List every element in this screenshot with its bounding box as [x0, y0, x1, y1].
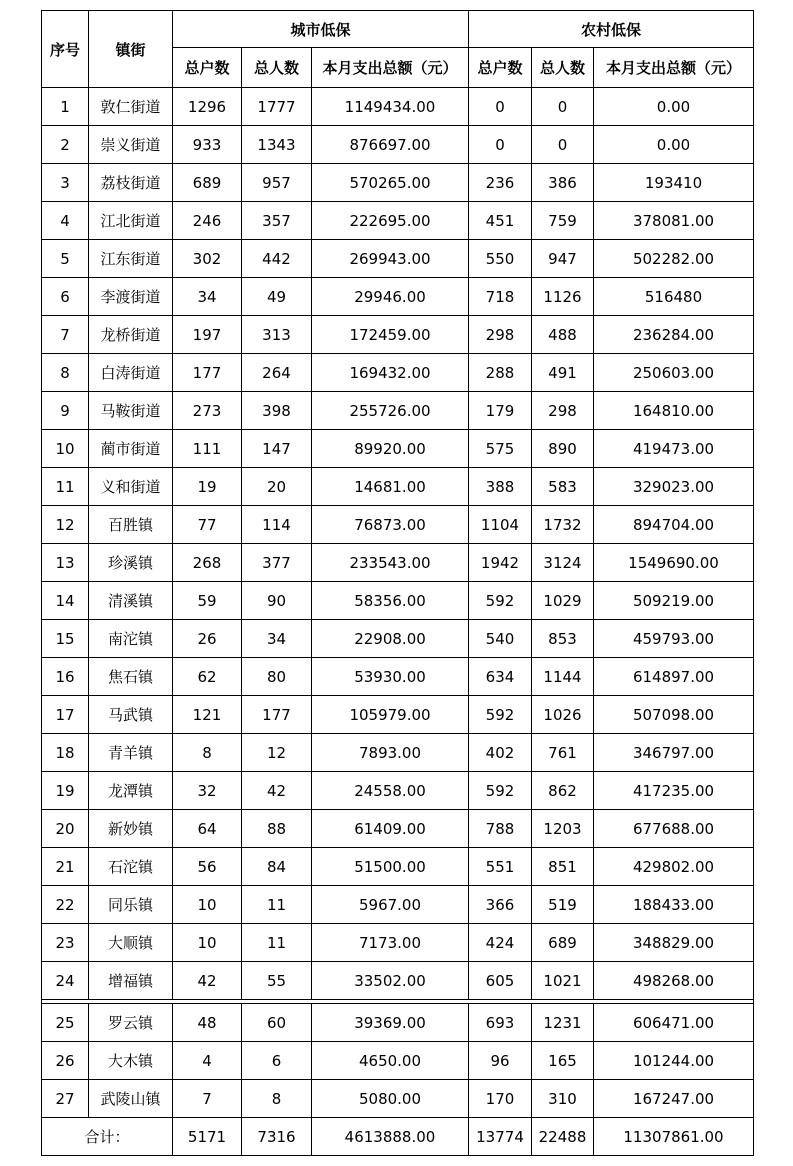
cell-index: 24 [42, 962, 89, 1000]
cell-urban-people: 20 [242, 468, 312, 506]
table-row [42, 772, 754, 810]
cell-rural-households: 0 [469, 126, 532, 164]
cell-rural-amount: 894704.00 [594, 506, 754, 544]
cell-rural-amount: 188433.00 [594, 886, 754, 924]
cell-rural-amount: 429802.00 [594, 848, 754, 886]
cell-rural-people: 1021 [532, 962, 594, 1000]
cell-rural-amount: 378081.00 [594, 202, 754, 240]
cell-rural-people: 165 [532, 1042, 594, 1080]
cell-urban-households: 62 [173, 658, 242, 696]
cell-urban-amount: 33502.00 [312, 962, 469, 1000]
table-body [42, 88, 754, 1156]
table-row [42, 202, 754, 240]
cell-urban-people: 11 [242, 924, 312, 962]
cell-rural-people: 1732 [532, 506, 594, 544]
cell-rural-people: 853 [532, 620, 594, 658]
header-rural-amount: 本月支出总额（元） [594, 48, 754, 88]
cell-urban-households: 34 [173, 278, 242, 316]
cell-index: 2 [42, 126, 89, 164]
cell-rural-amount: 346797.00 [594, 734, 754, 772]
cell-rural-people: 310 [532, 1080, 594, 1118]
header-rural-households: 总户数 [469, 48, 532, 88]
cell-urban-amount: 233543.00 [312, 544, 469, 582]
cell-rural-amount: 614897.00 [594, 658, 754, 696]
cell-urban-people: 34 [242, 620, 312, 658]
cell-rural-people: 689 [532, 924, 594, 962]
cell-town: 石沱镇 [89, 848, 173, 886]
cell-urban-households: 7 [173, 1080, 242, 1118]
cell-index: 10 [42, 430, 89, 468]
cell-urban-amount: 7173.00 [312, 924, 469, 962]
cell-rural-amount: 1549690.00 [594, 544, 754, 582]
cell-town: 马鞍街道 [89, 392, 173, 430]
table-row [42, 582, 754, 620]
header-town: 镇街 [89, 11, 173, 88]
cell-rural-people: 0 [532, 126, 594, 164]
cell-rural-households: 592 [469, 772, 532, 810]
cell-urban-amount: 5967.00 [312, 886, 469, 924]
cell-urban-households: 111 [173, 430, 242, 468]
cell-index: 6 [42, 278, 89, 316]
cell-rural-people: 298 [532, 392, 594, 430]
cell-index: 20 [42, 810, 89, 848]
cell-urban-amount: 24558.00 [312, 772, 469, 810]
cell-urban-amount: 570265.00 [312, 164, 469, 202]
table-row [42, 734, 754, 772]
cell-urban-households: 197 [173, 316, 242, 354]
cell-urban-people: 377 [242, 544, 312, 582]
cell-urban-people: 88 [242, 810, 312, 848]
table-row [42, 696, 754, 734]
cell-town: 南沱镇 [89, 620, 173, 658]
cell-rural-people: 1231 [532, 1004, 594, 1042]
cell-town: 大木镇 [89, 1042, 173, 1080]
cell-rural-households: 592 [469, 582, 532, 620]
cell-rural-households: 298 [469, 316, 532, 354]
cell-urban-people: 114 [242, 506, 312, 544]
cell-rural-people: 386 [532, 164, 594, 202]
table-row [42, 1004, 754, 1042]
cell-urban-amount: 39369.00 [312, 1004, 469, 1042]
cell-rural-amount: 0.00 [594, 88, 754, 126]
cell-town: 同乐镇 [89, 886, 173, 924]
cell-urban-households: 48 [173, 1004, 242, 1042]
cell-rural-households: 0 [469, 88, 532, 126]
cell-town: 龙潭镇 [89, 772, 173, 810]
cell-urban-amount: 269943.00 [312, 240, 469, 278]
cell-town: 江北街道 [89, 202, 173, 240]
cell-urban-people: 147 [242, 430, 312, 468]
cell-index: 7 [42, 316, 89, 354]
cell-town: 蔺市街道 [89, 430, 173, 468]
table-row [42, 886, 754, 924]
cell-rural-amount: 498268.00 [594, 962, 754, 1000]
table-row [42, 924, 754, 962]
cell-town: 增福镇 [89, 962, 173, 1000]
cell-town: 江东街道 [89, 240, 173, 278]
table-row [42, 240, 754, 278]
cell-index: 13 [42, 544, 89, 582]
table-header [42, 11, 754, 88]
cell-town: 武陵山镇 [89, 1080, 173, 1118]
cell-town: 罗云镇 [89, 1004, 173, 1042]
cell-rural-amount: 677688.00 [594, 810, 754, 848]
total-urban-people: 7316 [242, 1118, 312, 1156]
cell-index: 21 [42, 848, 89, 886]
header-rural-group: 农村低保 [469, 11, 754, 48]
cell-urban-people: 11 [242, 886, 312, 924]
cell-rural-households: 451 [469, 202, 532, 240]
cell-index: 3 [42, 164, 89, 202]
cell-urban-households: 246 [173, 202, 242, 240]
table-row [42, 278, 754, 316]
header-urban-households: 总户数 [173, 48, 242, 88]
cell-rural-households: 288 [469, 354, 532, 392]
cell-rural-amount: 509219.00 [594, 582, 754, 620]
cell-urban-people: 1343 [242, 126, 312, 164]
cell-town: 新妙镇 [89, 810, 173, 848]
cell-rural-amount: 507098.00 [594, 696, 754, 734]
cell-urban-people: 8 [242, 1080, 312, 1118]
cell-rural-people: 851 [532, 848, 594, 886]
cell-urban-amount: 169432.00 [312, 354, 469, 392]
table-row [42, 354, 754, 392]
cell-rural-households: 718 [469, 278, 532, 316]
cell-index: 17 [42, 696, 89, 734]
cell-rural-households: 693 [469, 1004, 532, 1042]
cell-rural-people: 488 [532, 316, 594, 354]
header-urban-people: 总人数 [242, 48, 312, 88]
cell-rural-amount: 0.00 [594, 126, 754, 164]
cell-rural-amount: 419473.00 [594, 430, 754, 468]
cell-urban-households: 32 [173, 772, 242, 810]
header-rural-people: 总人数 [532, 48, 594, 88]
cell-rural-households: 388 [469, 468, 532, 506]
cell-rural-amount: 236284.00 [594, 316, 754, 354]
cell-index: 16 [42, 658, 89, 696]
cell-urban-amount: 4650.00 [312, 1042, 469, 1080]
table-row [42, 392, 754, 430]
cell-urban-amount: 61409.00 [312, 810, 469, 848]
cell-urban-amount: 105979.00 [312, 696, 469, 734]
cell-urban-amount: 89920.00 [312, 430, 469, 468]
cell-town: 李渡街道 [89, 278, 173, 316]
cell-town: 清溪镇 [89, 582, 173, 620]
cell-urban-households: 10 [173, 924, 242, 962]
cell-urban-amount: 53930.00 [312, 658, 469, 696]
cell-rural-people: 583 [532, 468, 594, 506]
cell-urban-people: 264 [242, 354, 312, 392]
cell-urban-households: 689 [173, 164, 242, 202]
cell-rural-people: 890 [532, 430, 594, 468]
cell-town: 珍溪镇 [89, 544, 173, 582]
cell-rural-households: 96 [469, 1042, 532, 1080]
cell-rural-people: 1126 [532, 278, 594, 316]
header-index: 序号 [42, 11, 89, 88]
cell-urban-households: 302 [173, 240, 242, 278]
cell-index: 27 [42, 1080, 89, 1118]
cell-rural-people: 1144 [532, 658, 594, 696]
cell-town: 百胜镇 [89, 506, 173, 544]
cell-urban-households: 10 [173, 886, 242, 924]
cell-urban-households: 933 [173, 126, 242, 164]
cell-rural-amount: 417235.00 [594, 772, 754, 810]
cell-urban-amount: 172459.00 [312, 316, 469, 354]
cell-rural-people: 1203 [532, 810, 594, 848]
cell-urban-amount: 58356.00 [312, 582, 469, 620]
cell-index: 11 [42, 468, 89, 506]
cell-rural-people: 1026 [532, 696, 594, 734]
cell-index: 18 [42, 734, 89, 772]
cell-urban-households: 121 [173, 696, 242, 734]
cell-urban-amount: 7893.00 [312, 734, 469, 772]
cell-index: 5 [42, 240, 89, 278]
cell-urban-people: 398 [242, 392, 312, 430]
table-row [42, 126, 754, 164]
cell-rural-households: 575 [469, 430, 532, 468]
total-urban-households: 5171 [173, 1118, 242, 1156]
cell-rural-amount: 348829.00 [594, 924, 754, 962]
cell-index: 12 [42, 506, 89, 544]
header-urban-group: 城市低保 [173, 11, 469, 48]
cell-rural-households: 634 [469, 658, 532, 696]
cell-urban-households: 19 [173, 468, 242, 506]
cell-urban-households: 4 [173, 1042, 242, 1080]
cell-rural-households: 551 [469, 848, 532, 886]
cell-urban-households: 77 [173, 506, 242, 544]
cell-urban-people: 60 [242, 1004, 312, 1042]
cell-urban-people: 55 [242, 962, 312, 1000]
table-row [42, 620, 754, 658]
table-row [42, 544, 754, 582]
cell-rural-people: 1029 [532, 582, 594, 620]
cell-rural-households: 424 [469, 924, 532, 962]
cell-rural-people: 3124 [532, 544, 594, 582]
cell-urban-people: 442 [242, 240, 312, 278]
cell-urban-amount: 876697.00 [312, 126, 469, 164]
cell-urban-people: 84 [242, 848, 312, 886]
table-row [42, 810, 754, 848]
cell-rural-people: 491 [532, 354, 594, 392]
cell-rural-amount: 459793.00 [594, 620, 754, 658]
cell-rural-people: 947 [532, 240, 594, 278]
cell-town: 马武镇 [89, 696, 173, 734]
cell-town: 敦仁街道 [89, 88, 173, 126]
total-label: 合计： [42, 1118, 173, 1156]
cell-town: 龙桥街道 [89, 316, 173, 354]
table-row [42, 1080, 754, 1118]
cell-urban-people: 1777 [242, 88, 312, 126]
cell-rural-households: 1104 [469, 506, 532, 544]
cell-urban-amount: 22908.00 [312, 620, 469, 658]
cell-rural-amount: 606471.00 [594, 1004, 754, 1042]
cell-town: 焦石镇 [89, 658, 173, 696]
cell-urban-people: 90 [242, 582, 312, 620]
cell-rural-amount: 516480 [594, 278, 754, 316]
cell-town: 白涛街道 [89, 354, 173, 392]
cell-rural-people: 519 [532, 886, 594, 924]
cell-urban-households: 273 [173, 392, 242, 430]
cell-urban-people: 12 [242, 734, 312, 772]
cell-urban-amount: 1149434.00 [312, 88, 469, 126]
total-row [42, 1118, 754, 1156]
cell-town: 义和街道 [89, 468, 173, 506]
total-rural-households: 13774 [469, 1118, 532, 1156]
cell-urban-households: 1296 [173, 88, 242, 126]
cell-urban-households: 26 [173, 620, 242, 658]
total-urban-amount: 4613888.00 [312, 1118, 469, 1156]
cell-town: 大顺镇 [89, 924, 173, 962]
cell-urban-amount: 14681.00 [312, 468, 469, 506]
cell-rural-amount: 164810.00 [594, 392, 754, 430]
table-row [42, 658, 754, 696]
cell-rural-people: 0 [532, 88, 594, 126]
cell-index: 25 [42, 1004, 89, 1042]
cell-urban-households: 177 [173, 354, 242, 392]
cell-index: 26 [42, 1042, 89, 1080]
cell-rural-people: 862 [532, 772, 594, 810]
cell-urban-households: 56 [173, 848, 242, 886]
cell-urban-people: 957 [242, 164, 312, 202]
cell-rural-households: 170 [469, 1080, 532, 1118]
table-row [42, 316, 754, 354]
subsistence-allowance-table [41, 10, 754, 1156]
cell-urban-amount: 76873.00 [312, 506, 469, 544]
cell-rural-households: 592 [469, 696, 532, 734]
cell-index: 23 [42, 924, 89, 962]
cell-town: 崇义街道 [89, 126, 173, 164]
cell-index: 9 [42, 392, 89, 430]
table-row [42, 88, 754, 126]
total-rural-amount: 11307861.00 [594, 1118, 754, 1156]
table-row [42, 164, 754, 202]
cell-index: 4 [42, 202, 89, 240]
cell-index: 22 [42, 886, 89, 924]
total-rural-people: 22488 [532, 1118, 594, 1156]
cell-index: 19 [42, 772, 89, 810]
cell-urban-people: 357 [242, 202, 312, 240]
cell-urban-amount: 51500.00 [312, 848, 469, 886]
cell-index: 15 [42, 620, 89, 658]
cell-rural-amount: 101244.00 [594, 1042, 754, 1080]
cell-urban-people: 313 [242, 316, 312, 354]
cell-town: 青羊镇 [89, 734, 173, 772]
cell-rural-households: 366 [469, 886, 532, 924]
cell-urban-households: 42 [173, 962, 242, 1000]
cell-urban-people: 80 [242, 658, 312, 696]
cell-urban-households: 64 [173, 810, 242, 848]
cell-rural-amount: 329023.00 [594, 468, 754, 506]
cell-rural-households: 605 [469, 962, 532, 1000]
table-row [42, 848, 754, 886]
table-row [42, 962, 754, 1000]
table-row [42, 506, 754, 544]
cell-rural-amount: 193410 [594, 164, 754, 202]
cell-urban-people: 177 [242, 696, 312, 734]
header-urban-amount: 本月支出总额（元） [312, 48, 469, 88]
cell-urban-households: 268 [173, 544, 242, 582]
cell-rural-people: 759 [532, 202, 594, 240]
cell-rural-amount: 502282.00 [594, 240, 754, 278]
cell-urban-amount: 255726.00 [312, 392, 469, 430]
cell-rural-households: 788 [469, 810, 532, 848]
cell-index: 1 [42, 88, 89, 126]
table-row [42, 468, 754, 506]
cell-rural-people: 761 [532, 734, 594, 772]
cell-urban-households: 8 [173, 734, 242, 772]
cell-urban-households: 59 [173, 582, 242, 620]
cell-rural-households: 402 [469, 734, 532, 772]
cell-town: 荔枝街道 [89, 164, 173, 202]
cell-urban-people: 42 [242, 772, 312, 810]
table-row [42, 430, 754, 468]
cell-index: 8 [42, 354, 89, 392]
cell-rural-households: 179 [469, 392, 532, 430]
cell-rural-amount: 167247.00 [594, 1080, 754, 1118]
cell-rural-amount: 250603.00 [594, 354, 754, 392]
cell-urban-amount: 5080.00 [312, 1080, 469, 1118]
cell-rural-households: 540 [469, 620, 532, 658]
cell-rural-households: 236 [469, 164, 532, 202]
cell-rural-households: 550 [469, 240, 532, 278]
cell-urban-amount: 222695.00 [312, 202, 469, 240]
cell-urban-amount: 29946.00 [312, 278, 469, 316]
cell-urban-people: 6 [242, 1042, 312, 1080]
table-row [42, 1042, 754, 1080]
cell-rural-households: 1942 [469, 544, 532, 582]
cell-index: 14 [42, 582, 89, 620]
cell-urban-people: 49 [242, 278, 312, 316]
